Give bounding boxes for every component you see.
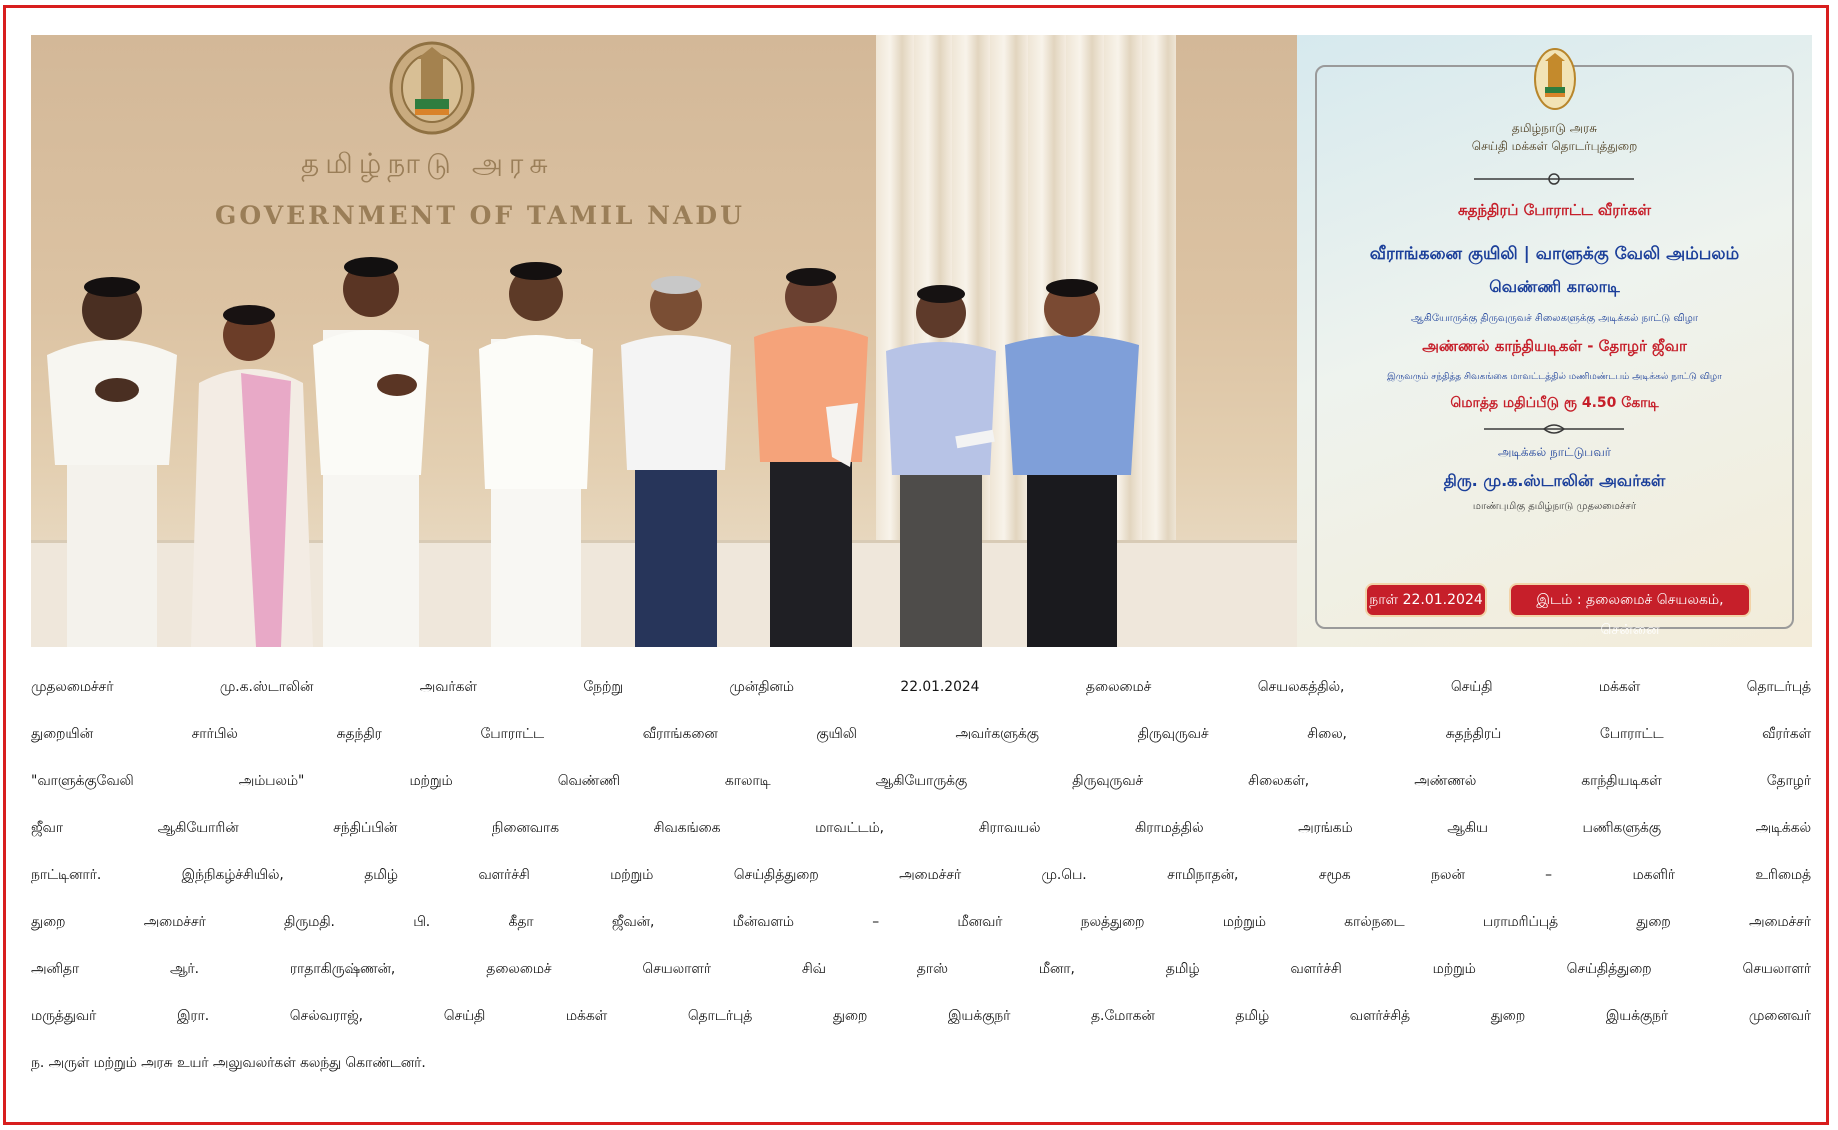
person-6 <box>746 257 876 647</box>
caption-line: ந. அருள் மற்றும் அரசு உயர் அலுவலர்கள் கலந்து கொண்டனர். <box>31 1055 426 1071</box>
invitation-poster <box>1297 35 1812 647</box>
person-7 <box>876 275 1006 647</box>
caption-line: முதலமைச்சர் மு.க.ஸ்டாலின் அவர்கள் நேற்று முன்தினம் 22.01.2024 தலைமைச் செயலகத்தில், செய்தி மக்கள் தொடர்புத் <box>31 679 1811 695</box>
wall-text-english: GOVERNMENT OF TAMIL NADU <box>215 201 745 230</box>
poster-chief-guest: திரு. மு.க.ஸ்டாலின் அவர்கள் <box>1443 471 1666 490</box>
ornament-divider-icon <box>1484 421 1624 437</box>
caption-line: ஜீவா ஆகியோரின் சந்திப்பின் நினைவாக சிவகங்கை மாவட்டம், சிராவயல் கிராமத்தில் அரங்கம் ஆகிய பணிகளுக்கு அடிக்கல் <box>31 820 1811 836</box>
person-8 <box>997 271 1147 647</box>
poster-statue-event: ஆகியோருக்கு திருவுருவச் சிலைகளுக்கு அடிக்கல் நாட்டு விழா <box>1411 313 1698 324</box>
poster-org-line1: தமிழ்நாடு அரசு <box>1511 121 1598 135</box>
caption-line: "வாளுக்குவேலி அம்பலம்" மற்றும் வெண்ணி காலாடி ஆகியோருக்கு திருவுருவச் சிலைகள், அண்ணல் காந்தியடிகள் தோழர் <box>31 773 1811 789</box>
poster-names-line2: வெண்ணி காலாடி <box>1489 277 1620 296</box>
caption-line: அனிதா ஆர். ராதாகிருஷ்ணன், தலைமைச் செயலாளர் சிவ் தாஸ் மீனா, தமிழ் வளர்ச்சி மற்றும் செய்தித்துறை செயலாளர் <box>31 961 1811 977</box>
state-emblem-icon <box>389 41 475 135</box>
poster-names-line1: வீராங்கனை குயிலி | வாளுக்கு வேலி அம்பலம் <box>1369 244 1740 264</box>
event-photo <box>31 35 1297 647</box>
ornament-divider-icon <box>1474 171 1634 187</box>
caption-line: நாட்டினார். இந்நிகழ்ச்சியில், தமிழ் வளர்ச்சி மற்றும் செய்தித்துறை அமைச்சர் மு.பெ. சாமிநாதன், சமூக நலன் – மகளிர் உரிமைத் <box>31 867 1811 883</box>
wall-text-tamil: தமிழ்நாடு அரசு <box>301 147 554 180</box>
caption-line: துறை அமைச்சர் திருமதி. பி. கீதா ஜீவன், மீன்வளம் – மீனவர் நலத்துறை மற்றும் கால்நடை பராமரிப்புத் துறை அமைச்சர் <box>31 914 1811 930</box>
person-2 <box>181 293 321 647</box>
emblem-icon <box>1533 47 1577 111</box>
person-3 <box>301 245 441 647</box>
poster-names-line3: அண்ணல் காந்தியடிகள் - தோழர் ஜீவா <box>1422 337 1687 355</box>
person-4 <box>471 249 601 647</box>
poster-hall-event: இருவரும் சந்தித்த சிவகங்கை மாவட்டத்தில் மணிமண்டபம் அடிக்கல் நாட்டு விழா <box>1387 372 1722 382</box>
poster-org-line2: செய்தி மக்கள் தொடர்புத்துறை <box>1471 139 1638 153</box>
venue-badge: இடம் : தலைமைச் செயலகம், சென்னை <box>1509 583 1751 617</box>
person-5 <box>611 265 741 647</box>
poster-laid-by: அடிக்கல் நாட்டுபவர் <box>1498 445 1611 459</box>
caption-line: துறையின் சார்பில் சுதந்திர போராட்ட வீராங்கனை குயிலி அவர்களுக்கு திருவுருவச் சிலை, சுதந்திரப் போராட்ட வீரர்கள் <box>31 726 1811 742</box>
poster-chief-guest-title: மாண்புமிகு தமிழ்நாடு முதலமைச்சர் <box>1472 501 1637 512</box>
date-badge: நாள் 22.01.2024 <box>1365 583 1487 617</box>
poster-heading: சுதந்திரப் போராட்ட வீரர்கள் <box>1457 201 1651 219</box>
caption-line: மருத்துவர் இரா. செல்வராஜ், செய்தி மக்கள் தொடர்புத் துறை இயக்குநர் த.மோகன் தமிழ் வளர்ச்சித் துறை இயக்குநர் முனைவர் <box>31 1008 1811 1024</box>
caption-text <box>31 664 1811 1087</box>
poster-estimate: மொத்த மதிப்பீடு ரூ 4.50 கோடி <box>1450 395 1659 411</box>
person-1 <box>37 265 187 647</box>
